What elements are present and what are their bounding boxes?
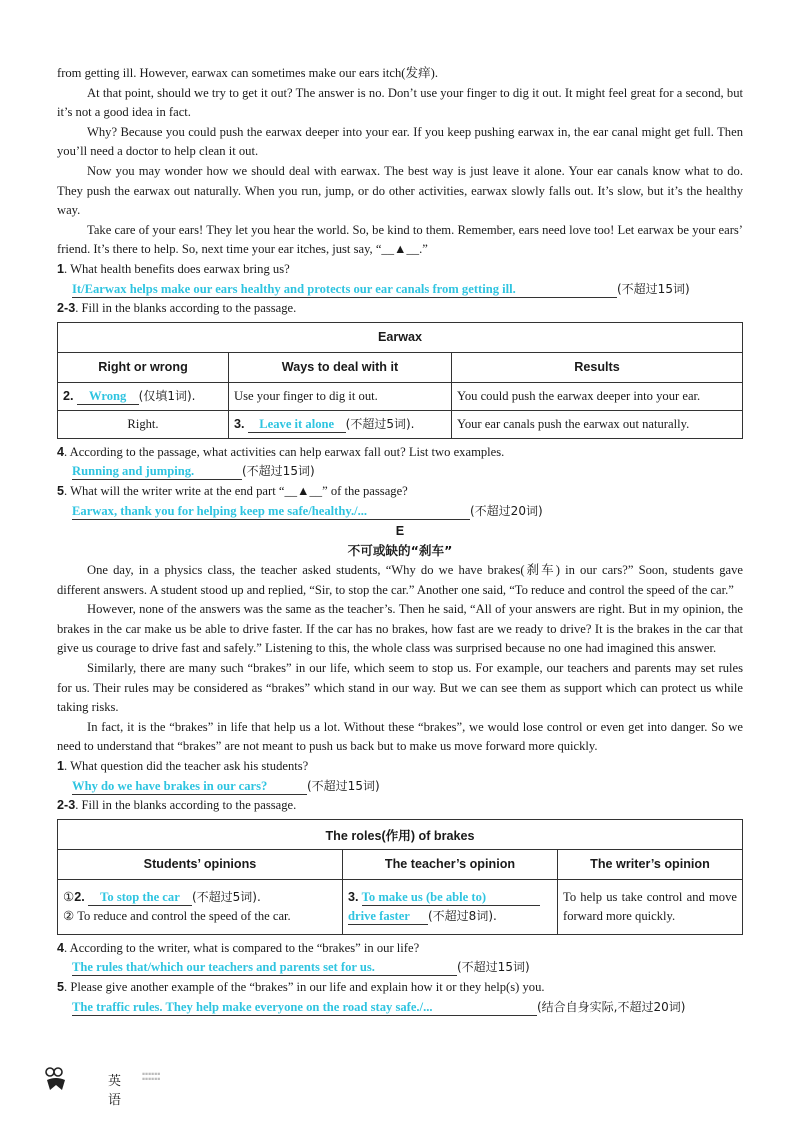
answer-blank[interactable]: To stop the car [88, 890, 192, 906]
passage-d-paragraph-4: Now you may wonder how we should deal with earwax. The best way is just leave it alone. Your ear canals know what to do. They push the earwax out naturally. When you run, jump, or do other activities, earwax slowly falls out. It’s slow, but it’s the healthy way. [57, 163, 743, 218]
table-header: Right or wrong [58, 352, 229, 382]
table-cell: To help us take control and move forward more quickly. [558, 879, 743, 934]
question-d2-3: 2-3. Fill in the blanks according to the passage. [57, 301, 297, 316]
table-header: Ways to deal with it [229, 352, 452, 382]
section-title: 不可或缺的“刹车” [347, 543, 453, 559]
passage-d-paragraph-2: At that point, should we try to get it out? The answer is no. Don’t use your finger to dig it out. It might feel great for a second, but it’s not a good idea in fact. [57, 85, 743, 120]
passage-d-paragraph-3: Why? Because you could push the earwax deeper into your ear. If you keep pushing earwax in, the ear canal might get full. Then you’ll need a doctor to help clean it out. [57, 124, 743, 159]
answer-line-d4: Running and jumping. (不超过15词) [72, 464, 315, 479]
question-d4: 4. According to the passage, what activities can help earwax fall out? List two examples. [57, 444, 505, 459]
table-row [58, 382, 743, 410]
table-cell: 2. Wrong (仅填1词). [58, 382, 229, 410]
answer-blank[interactable]: Earwax, thank you for helping keep me safe/healthy./... [72, 504, 470, 520]
passage-e-paragraph-2: However, none of the answers was the same as the teacher’s. Then he said, “All of your answers are right. But in my opinion, the brakes in the car make us be able to drive faster. If the car has no brakes, how fast are we ready to drive? It is the brakes in the car that give us courage to drive fast and safely.” Listening to this, the whole class was surprised because no one had imagined this answer. [57, 602, 743, 656]
table-header: Students’ opinions [58, 849, 343, 879]
passage-e-paragraph-1: One day, in a physics class, the teacher asked students, “Why do we have brakes(刹车) in our cars?” Soon, students gave different answers. A student stood up and replied, “Sir, to stop the car.” Another one said, “To reduce and control the speed of the car.” [57, 563, 743, 597]
answer-blank[interactable]: To make us (be able to) [362, 890, 540, 906]
question-e5: 5. Please give another example of the “brakes” in our life and explain how it or they help(s) you. [57, 980, 545, 994]
publisher-logo-icon [44, 1066, 68, 1092]
footer-decoration: ▪▪▪▪▪▪ ▪▪▪▪▪▪ [142, 1072, 161, 1082]
passage-e-paragraph-4: In fact, it is the “brakes” in life that help us a lot. Without these “brakes”, we would lose control or even get into danger. So we need to understand that “brakes” are not meant to push us back but to make us move forward more quickly. [57, 719, 743, 754]
answer-blank[interactable]: drive faster [348, 909, 428, 925]
question-e4: 4. According to the writer, what is compared to the “brakes” in our life? [57, 940, 420, 955]
question-e2-3: 2-3. Fill in the blanks according to the passage. [57, 798, 297, 813]
passage-d-paragraph-1: from getting ill. However, earwax can sometimes make our ears itch(发痒). [57, 66, 439, 80]
answer-blank[interactable]: Leave it alone [248, 417, 346, 433]
table-title: The roles(作用) of brakes [58, 819, 743, 849]
passage-e-paragraph-3: Similarly, there are many such “brakes” in our life, which seem to stop us. For example, our teachers and parents may set rules for us. Their rules may be considered as “brakes” which stand in our way. But we can see them as support which can protect us while taking risks. [57, 661, 743, 715]
answer-blank[interactable]: Why do we have brakes in our cars? [72, 779, 307, 795]
table-header: Results [452, 352, 743, 382]
passage-d-paragraph-5: Take care of your ears! They let you hear the world. So, be kind to them. Remember, ears need love too! Let earwax be your ears’ friend. It’s there to help. So, next time your ear itches, just say, “__▲__.” [57, 222, 743, 257]
answer-line-e5: The traffic rules. They help make everyone on the road stay safe./... (结合自身实际,不超过20词) [72, 999, 686, 1014]
question-d5: 5. What will the writer write at the end part “__▲__” of the passage? [57, 483, 408, 498]
table-cell: 3. Leave it alone (不超过5词). [229, 410, 452, 438]
table-cell: 3. To make us (be able to) drive faster (不超过8词). [343, 879, 558, 934]
subject-label: 英语 [108, 1074, 122, 1108]
worksheet-page [57, 64, 743, 1017]
answer-line-d1: It/Earwax helps make our ears healthy and protects our ear canals from getting ill. (不超过15词) [72, 281, 690, 296]
table-header: The writer’s opinion [558, 849, 743, 879]
table-row [58, 879, 743, 934]
table-cell: Your ear canals push the earwax out naturally. [452, 410, 743, 438]
answer-blank[interactable]: It/Earwax helps make our ears healthy and protects our ear canals from getting ill. [72, 282, 617, 298]
table-header: The teacher’s opinion [343, 849, 558, 879]
question-d1: 1. What health benefits does earwax bring us? [57, 261, 290, 276]
table-cell: You could push the earwax deeper into your ear. [452, 382, 743, 410]
table-cell: Use your finger to dig it out. [229, 382, 452, 410]
table-row [58, 410, 743, 438]
brakes-table [57, 819, 743, 935]
answer-blank[interactable]: The traffic rules. They help make everyone on the road stay safe./... [72, 1000, 537, 1016]
earwax-table [57, 322, 743, 439]
section-letter: E [395, 524, 405, 539]
table-cell: Right. [58, 410, 229, 438]
answer-blank[interactable]: The rules that/which our teachers and parents set for us. [72, 960, 457, 976]
answer-line-e1: Why do we have brakes in our cars? (不超过15词) [72, 778, 380, 793]
answer-line-d5: Earwax, thank you for helping keep me safe/healthy./... (不超过20词) [72, 503, 543, 518]
answer-line-e4: The rules that/which our teachers and parents set for us. (不超过15词) [72, 960, 530, 975]
table-cell: ①2. To stop the car (不超过5词). ② To reduce and control the speed of the car. [58, 879, 343, 934]
answer-blank[interactable]: Running and jumping. [72, 464, 242, 480]
table-title: Earwax [58, 322, 743, 352]
answer-blank[interactable]: Wrong [77, 389, 139, 405]
question-e1: 1. What question did the teacher ask his students? [57, 759, 309, 774]
